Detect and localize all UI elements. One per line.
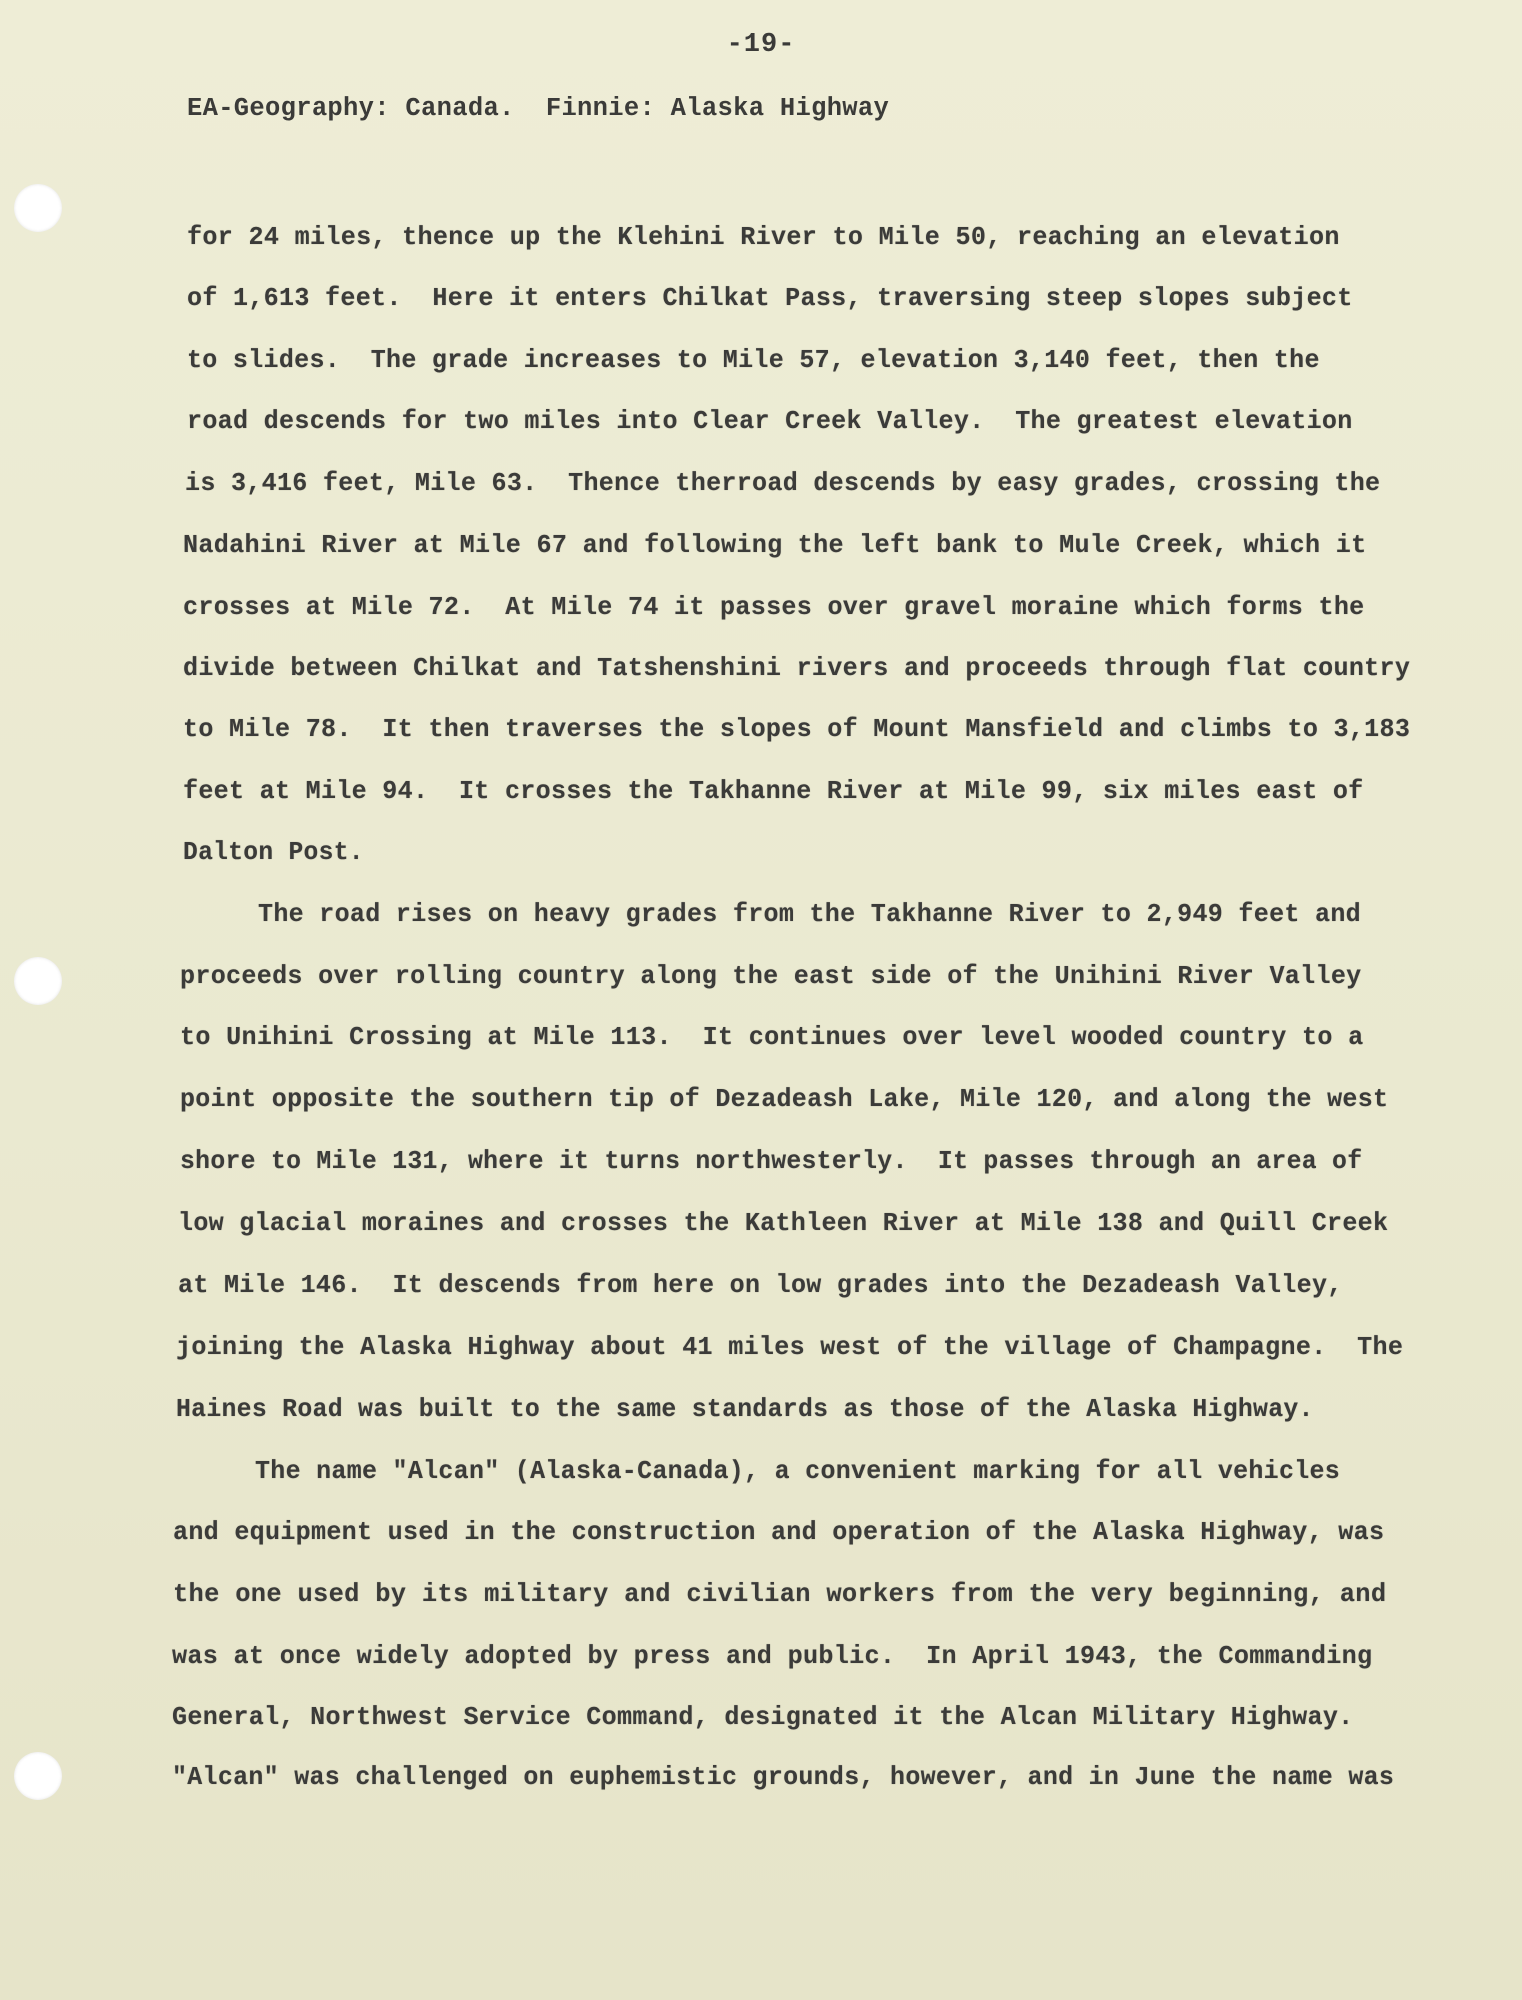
- text-line: the one used by its military and civilian workers from the very beginning, and: [173, 1579, 1387, 1609]
- running-header: EA-Geography: Canada. Finnie: Alaska Highway: [187, 94, 890, 123]
- text-line: proceeds over rolling country along the east side of the Unihini River Valley: [180, 961, 1362, 991]
- punch-hole-bottom: [14, 1752, 62, 1800]
- text-line: point opposite the southern tip of Dezadeash Lake, Mile 120, and along the west: [180, 1084, 1389, 1114]
- text-line: to Unihini Crossing at Mile 113. It continues over level wooded country to a: [180, 1022, 1364, 1052]
- text-line: for 24 miles, thence up the Klehini River to Mile 50, reaching an elevation: [187, 222, 1340, 252]
- text-line: road descends for two miles into Clear Creek Valley. The greatest elevation: [187, 406, 1353, 436]
- text-line: is 3,416 feet, Mile 63. Thence therroad descends by easy grades, crossing the: [185, 468, 1381, 498]
- text-line: feet at Mile 94. It crosses the Takhanne River at Mile 99, six miles east of: [183, 776, 1364, 806]
- text-line: The road rises on heavy grades from the Takhanne River to 2,949 feet and: [258, 899, 1361, 929]
- text-line: at Mile 146. It descends from here on low grades into the Dezadeash Valley,: [178, 1270, 1343, 1300]
- text-line: shore to Mile 131, where it turns northwesterly. It passes through an area of: [180, 1146, 1363, 1176]
- page-number: -19-: [726, 30, 796, 60]
- punch-hole-middle: [14, 957, 62, 1005]
- text-line: divide between Chilkat and Tatshenshini rivers and proceeds through flat country: [183, 653, 1411, 683]
- punch-hole-top: [14, 184, 62, 232]
- text-line: "Alcan" was challenged on euphemistic grounds, however, and in June the name was: [172, 1762, 1395, 1792]
- text-line: joining the Alaska Highway about 41 miles west of the village of Champagne. The: [176, 1332, 1404, 1362]
- text-line: The name "Alcan" (Alaska-Canada), a convenient marking for all vehicles: [255, 1456, 1341, 1486]
- text-line: and equipment used in the construction and operation of the Alaska Highway, was: [173, 1517, 1385, 1547]
- text-line: Dalton Post.: [183, 837, 364, 867]
- text-line: was at once widely adopted by press and public. In April 1943, the Commanding: [172, 1641, 1373, 1671]
- text-line: Nadahini River at Mile 67 and following the left bank to Mule Creek, which it: [183, 530, 1367, 560]
- text-line: Haines Road was built to the same standards as those of the Alaska Highway.: [176, 1394, 1314, 1424]
- text-line: low glacial moraines and crosses the Kathleen River at Mile 138 and Quill Creek: [178, 1208, 1389, 1238]
- text-line: General, Northwest Service Command, designated it the Alcan Military Highway.: [172, 1702, 1354, 1732]
- text-line: to slides. The grade increases to Mile 57, elevation 3,140 feet, then the: [187, 345, 1320, 375]
- text-line: crosses at Mile 72. At Mile 74 it passes over gravel moraine which forms the: [183, 592, 1365, 622]
- text-line: of 1,613 feet. Here it enters Chilkat Pass, traversing steep slopes subject: [187, 283, 1353, 313]
- text-line: to Mile 78. It then traverses the slopes of Mount Mansfield and climbs to 3,183: [183, 714, 1411, 744]
